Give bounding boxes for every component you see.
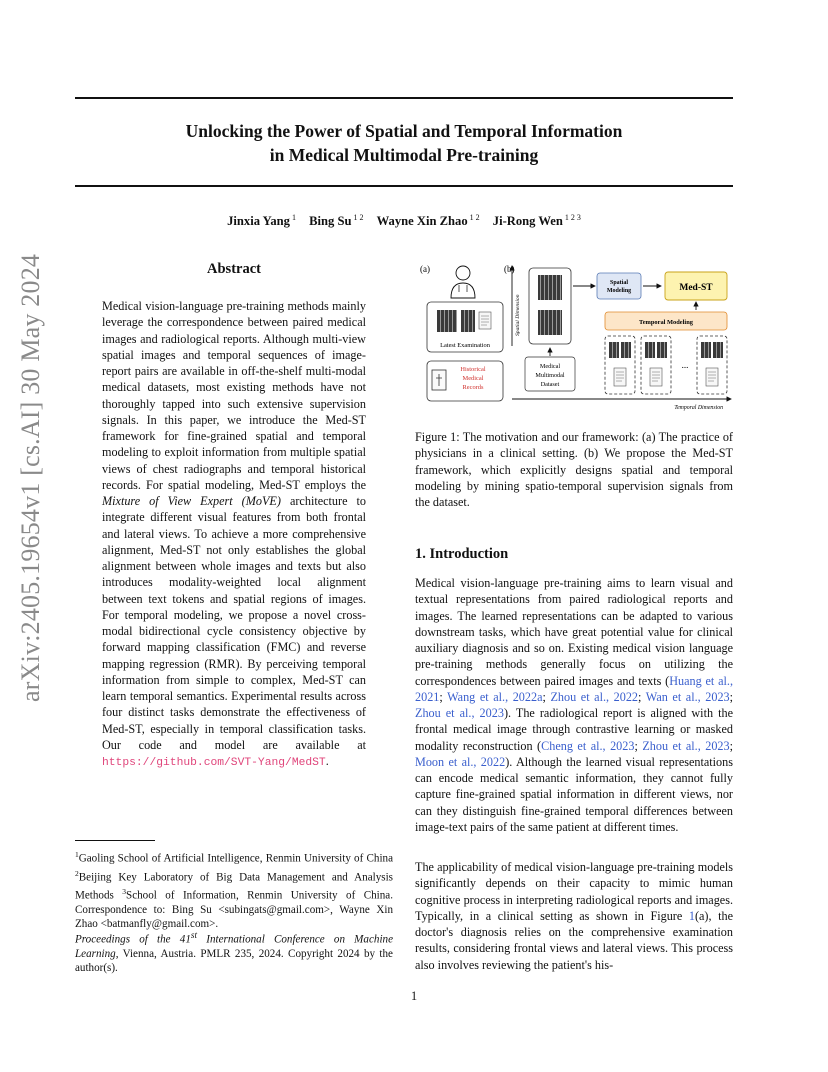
citation-link[interactable]: Zhou et al., 2023	[415, 706, 504, 720]
citation-link[interactable]: Moon et al., 2022	[415, 754, 506, 769]
figure-1	[415, 258, 735, 418]
citation-link[interactable]: Zhou et al., 2023	[642, 738, 730, 753]
intro-paragraph-1: Medical vision-language pre-training aims to learn visual and textual representations from paired radiological reports and images. The learned representations can be adapted to various downstream tasks, which have great potential value for clinical auxiliary diagnosis and so on. Existing medical vision language pre-training methods generally focus on utilizing the correspondences between paired images and texts (Huang et al., 2021; Wang et al., 2022a; Zhou et al., 2022; Wan et al., 2023; Zhou et al., 2023). The radiological report is aligned with the frontal medical image through contrastive learning or masked modality reconstruction (Cheng et al., 2023; Zhou et al., 2023; Moon et al., 2022). Although the learned visual representations can encode medical semantic information, they cannot fully capture fine-grained spatial information in different views, nor can they distinguish fine-grained temporal differences between image-text pairs of the same patient at different times.	[415, 576, 734, 834]
med-st-label: Med-ST	[679, 283, 713, 293]
temporal-record-1	[605, 336, 635, 394]
citation-link[interactable]: Wang et al., 2022a	[447, 689, 543, 704]
author: Bing Su $^{1 2}$	[309, 213, 364, 229]
figure-ref-link[interactable]: 1	[688, 908, 695, 923]
code-link[interactable]: https://github.com/SVT-Yang/MedST	[102, 757, 326, 769]
author-list	[75, 213, 733, 229]
abstract-heading: Abstract	[207, 261, 261, 277]
dataset-label: Multimodal	[535, 372, 565, 379]
frontal-xray-icon	[538, 275, 562, 300]
spatial-dimension-label: Spatial Dimension	[515, 294, 521, 336]
title-top-rule	[75, 97, 733, 99]
affiliation-footnote: $^1$Gaoling School of Artificial Intelligence, Renmin University of China $^2$Beijing Key Laboratory of Big Data Management and Analysis Methods $^3$School of Information, Renmin University of China. Correspondence to: Bing Su <subingats@gmail.com>, Wayne Xin Zhao <batmanfly@gmail.com>.	[75, 850, 393, 930]
title-bottom-rule	[75, 185, 733, 187]
historical-label: Historical	[460, 366, 486, 373]
panel-b-label: (b)	[504, 264, 515, 274]
citation-link[interactable]: Wan et al., 2023	[645, 689, 730, 704]
intro-paragraph-2: The applicability of medical vision-language pre-training models significantly depends on their capacity to mimic human cognitive process in interpreting radiological reports and images. Typically, in a clinical setting as shown in Figure 1(a), the doctor's diagnosis relies on the comprehensive examination results, considering frontal views and lateral views. This process also involves reviewing the patient's his-	[415, 860, 733, 972]
author: Wayne Xin Zhao $^{1 2}$	[376, 213, 480, 229]
author: Ji-Rong Wen $^{1 2 3}$	[492, 213, 581, 229]
temporal-record-2	[641, 336, 671, 394]
temporal-record-3	[697, 336, 727, 394]
ellipsis: ...	[681, 360, 689, 370]
title-line-1: Unlocking the Power of Spatial and Temporal Information	[185, 121, 623, 141]
latest-exam-label: Latest Examination	[440, 342, 490, 349]
temporal-modeling-label: Temporal Modeling	[639, 319, 693, 326]
spatial-modeling-label: Modeling	[606, 288, 632, 294]
spatial-modeling-label: Spatial	[609, 280, 629, 286]
arxiv-stamp: arXiv:2405.19654v1 [cs.AI] 30 May 2024	[16, 253, 45, 702]
section-heading: 1. Introduction	[415, 546, 509, 562]
page-number: 1	[410, 989, 418, 1003]
figure-caption: Figure 1: The motivation and our framework: (a) The practice of physicians in a clinical setting. (b) We propose the Med-ST framework, which explicitly designs spatial and temporal modeling by mining spatio-temporal supervision signals from the dataset.	[415, 430, 733, 509]
historical-label: Medical	[462, 375, 484, 382]
citation-link[interactable]: Cheng et al., 2023	[541, 738, 635, 753]
footnote-rule	[75, 840, 155, 841]
paper-title	[75, 119, 733, 167]
citation-link[interactable]: Huang et al., 2021	[415, 673, 733, 704]
report-icon	[479, 312, 491, 329]
dataset-label: Medical	[539, 363, 561, 370]
citation-link[interactable]: Zhou et al., 2022	[550, 689, 639, 704]
lateral-xray-icon	[538, 310, 562, 335]
xray-image-icon	[437, 310, 457, 332]
xray-image-icon	[461, 310, 475, 332]
proceedings-note: Proceedings of the 41st International Conference on Machine Learning, Vienna, Austria. PMLR 235, 2024. Copyright 2024 by the author(s).	[75, 931, 393, 974]
author: Jinxia Yang $^1$	[227, 213, 296, 229]
historical-label: Records	[462, 384, 484, 391]
dataset-label: Dataset	[540, 381, 560, 388]
spatial-modeling-box	[597, 273, 641, 299]
title-line-2: in Medical Multimodal Pre-training	[269, 145, 539, 165]
doctor-icon	[451, 266, 475, 298]
temporal-dimension-label: Temporal Dimension	[674, 405, 723, 411]
abstract-body: Medical vision-language pre-training methods mainly leverage the correspondence between paired medical images and radiological reports. Although multi-view spatial images and temporal sequences of image-report pairs are available in off-the-shelf multi-modal medical datasets, most existing methods have not thoroughly tapped into such extensive supervision signals. In this paper, we introduce the Med-ST framework for fine-grained spatial and temporal modeling to exploit information from multiple spatial views of chest radiographs and temporal historical records. For spatial modeling, Med-ST employs the Mixture of View Expert (MoVE) architecture to integrate different visual features from both frontal and lateral views. To achieve a more comprehensive alignment, Med-ST not only establishes the global alignment between whole images and texts but also introduces modality-weighted local alignment between text tokens and spatial regions of images. For temporal modeling, we propose a novel cross-modal bidirectional cycle consistency objective by forward mapping classification (FMC) and reverse mapping regression (RMR). By perceiving temporal information from simple to complex, Med-ST can learn temporal semantics. Experimental results across four distinct tasks demonstrate the effectiveness of Med-ST, especially in temporal classification tasks. Our code and model are available at https://github.com/SVT-Yang/MedST.	[102, 299, 366, 769]
panel-a-label: (a)	[420, 264, 430, 274]
